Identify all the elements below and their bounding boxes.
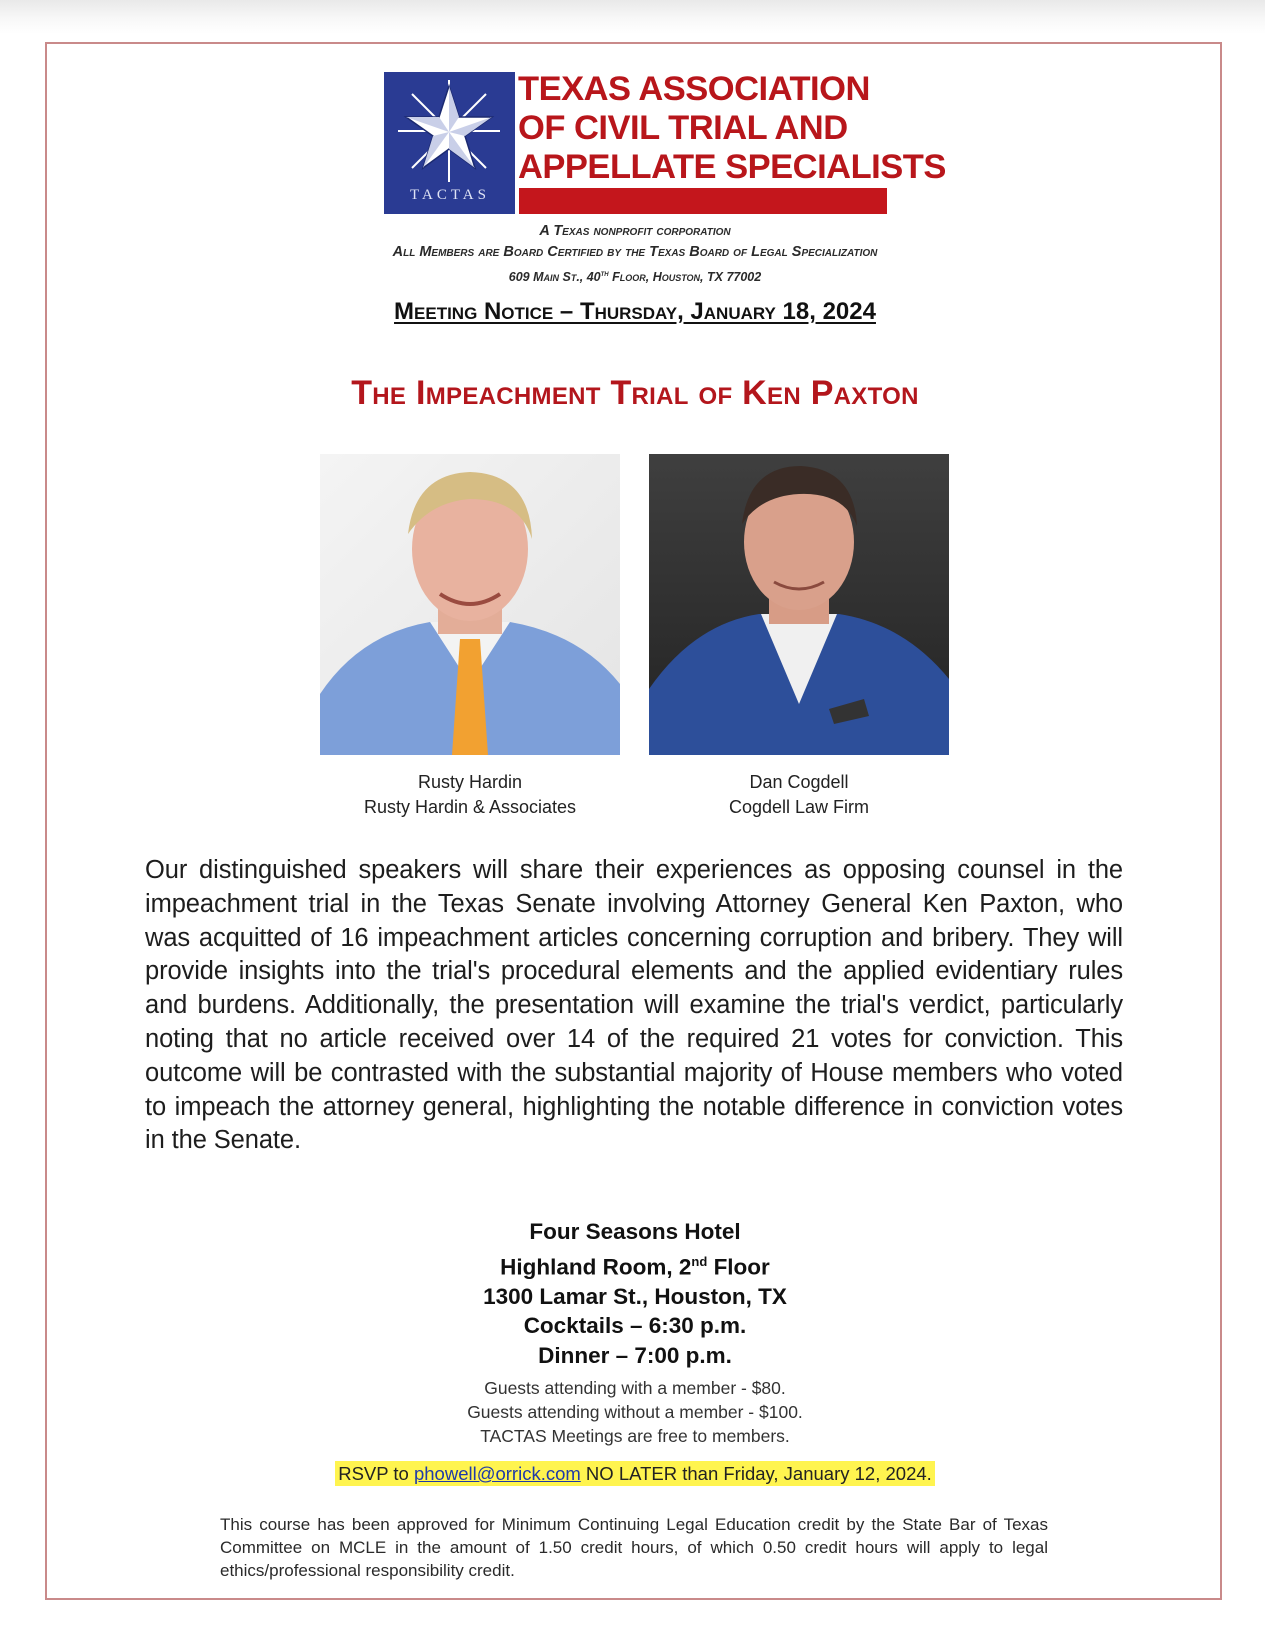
org-address-sup: th [600,269,609,278]
pricing-info [300,1376,970,1448]
pricing-line: TACTAS Meetings are free to members. [480,1426,790,1446]
venue-room [300,1247,970,1282]
event-description: Our distinguished speakers will share their experiences as opposing counsel in the impeachment trial in the Texas Senate involving Attorney General Ken Paxton, who was acquitted of 16 impeachment articles concerning corruption and bribery. They will provide insights into the trial's procedural elements and the applied evidentiary rules and burdens. Additionally, the presentation will examine the trial's verdict, particularly noting that no article received over 14 of the required 21 votes for conviction. This outcome will be contrasted with the substantial majority of House members who voted to impeach the attorney general, highlighting the notable difference in conviction votes in the Senate. [145,856,1123,1155]
rsvp-line [200,1463,1070,1485]
logo-abbreviation: TACTAS [410,187,490,203]
org-certification-line: All Members are Board Certified by the Texas Board of Legal Specialization [392,244,878,260]
meeting-notice [200,298,1070,326]
logo-name-line: OF CIVIL TRIAL AND [518,109,848,147]
venue-hotel: Four Seasons Hotel [529,1219,741,1244]
org-address-line [200,263,1070,288]
org-info [200,221,1070,288]
speaker-caption-1 [305,770,635,820]
meeting-notice-text: Meeting Notice – Thursday, January 18, 2024 [394,298,876,325]
venue-cocktails: Cocktails – 6:30 p.m. [523,1313,747,1338]
venue-details [300,1217,970,1370]
logo-name-line: APPELLATE SPECIALISTS [518,148,946,186]
venue-room-part: Highland Room, 2 [500,1254,692,1279]
mcle-notice: This course has been approved for Minimum Continuing Legal Education credit by the State Bar of Texas Committee on MCLE in the amount of 1.50 credit hours, of which 0.50 credit hours will apply to legal ethics/professional responsibility credit. [220,1515,1048,1580]
tactas-logo [384,70,946,214]
speaker-caption-2 [634,770,964,820]
logo-blue-box [384,72,515,214]
venue-room-part: Floor [707,1254,770,1279]
pricing-line: Guests attending without a member - $100. [467,1402,803,1422]
pricing-line: Guests attending with a member - $80. [484,1378,786,1398]
rsvp-prefix: RSVP to [338,1463,414,1484]
org-address-part: Floor, Houston, TX 77002 [608,270,762,285]
venue-dinner: Dinner – 7:00 p.m. [538,1342,732,1368]
speaker-firm: Rusty Hardin & Associates [363,797,577,817]
org-address-part: 609 Main St., 40 [508,270,601,285]
speaker-name: Dan Cogdell [749,772,849,792]
rsvp-deadline: NO LATER than Friday, January 12, 2024. [580,1463,932,1484]
org-nonprofit-line: A Texas nonprofit corporation [539,223,731,239]
speaker-photo-dan-cogdell [649,454,949,755]
rsvp-email-link[interactable]: phowell@orrick.com [413,1463,581,1484]
rsvp-highlight [335,1461,935,1486]
logo-org-name [518,70,946,187]
venue-room-sup: nd [691,1253,708,1269]
speaker-name: Rusty Hardin [417,772,523,792]
speaker-photo-rusty-hardin [320,454,620,755]
logo-name-line: TEXAS ASSOCIATION [518,70,870,108]
venue-address: 1300 Lamar St., Houston, TX [483,1283,787,1309]
speaker-firm: Cogdell Law Firm [728,797,870,817]
event-title: The Impeachment Trial of Ken Paxton [351,374,919,412]
logo-red-bar [519,188,887,214]
